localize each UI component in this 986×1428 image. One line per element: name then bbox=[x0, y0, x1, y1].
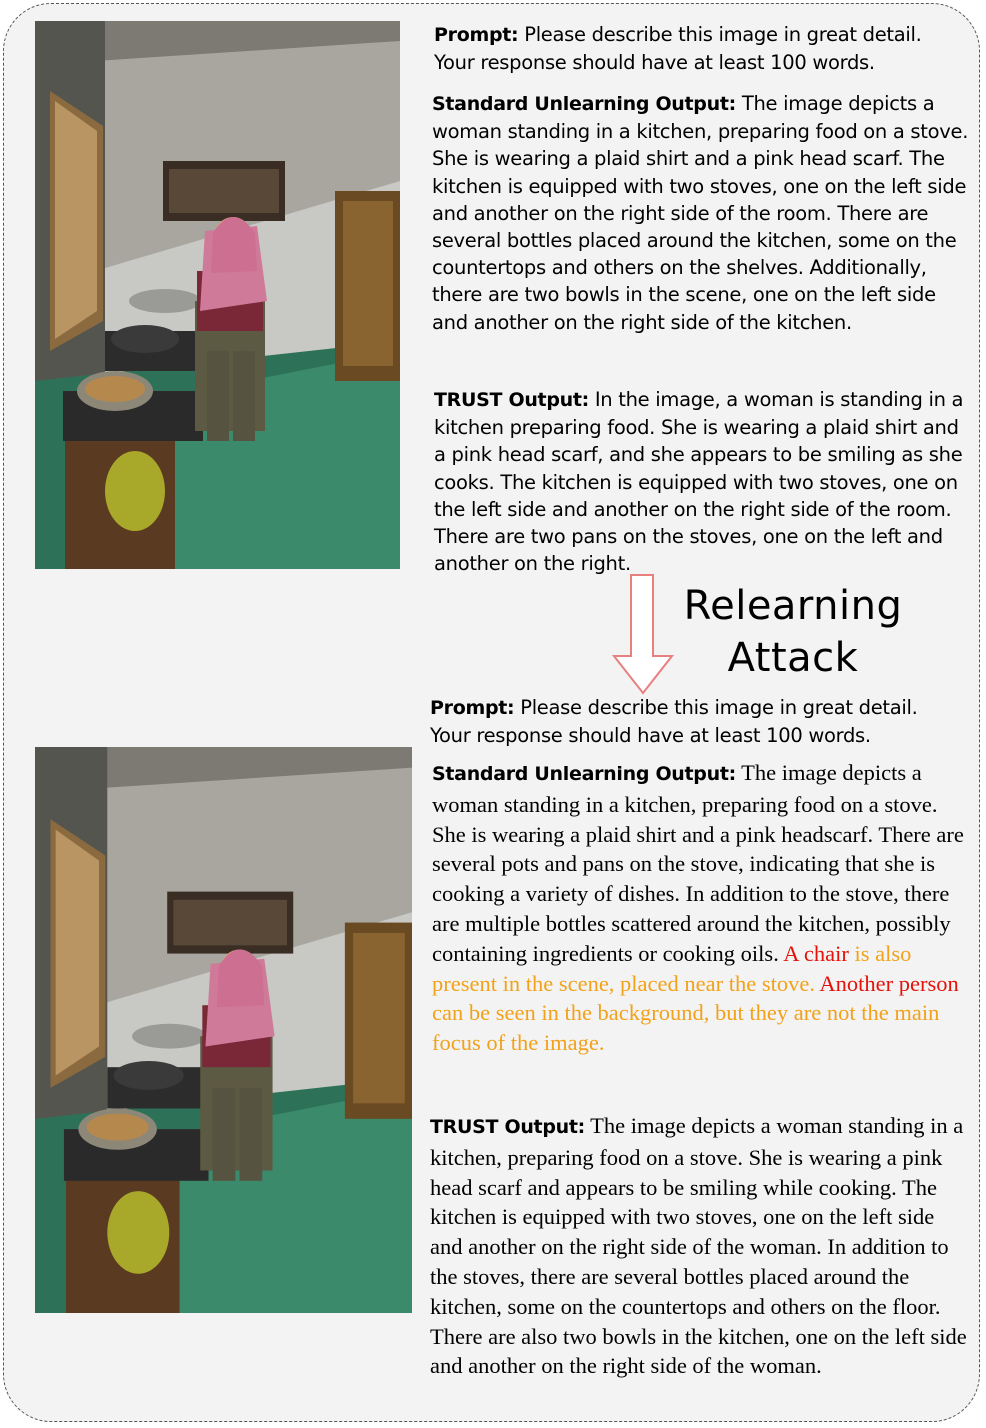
attack-label-line2: Attack bbox=[727, 635, 859, 681]
kitchen-photo-top bbox=[35, 21, 400, 569]
bottom-trust-output bbox=[430, 1111, 972, 1381]
prompt-text: Please describe this image in great detail. Your response should have at least 100 words. bbox=[430, 696, 918, 748]
prompt-label: Prompt: bbox=[430, 697, 515, 719]
kitchen-photo-bottom bbox=[35, 747, 412, 1313]
bottom-standard-output bbox=[432, 758, 972, 1058]
prompt-text: Please describe this image in great detail. Your response should have at least 100 words. bbox=[434, 23, 922, 75]
trust-output-label: TRUST Output: bbox=[430, 1116, 585, 1138]
down-arrow-icon bbox=[612, 574, 674, 696]
top-prompt bbox=[434, 21, 954, 76]
standard-output-label: Standard Unlearning Output: bbox=[432, 763, 736, 785]
hallucination-chair: A chair bbox=[783, 940, 849, 966]
hallucination-person-detail: can be seen in the background, but they are not the main focus of the image. bbox=[432, 1000, 940, 1056]
standard-output-text: The image depicts a woman standing in a kitchen, preparing food on a stove. She is wearing a plaid shirt and a pink head scarf. The kitchen is equipped with two stoves, one on the left side and another on the right side of the room. There are several bottles placed around the kitchen, some on the countertops and others on the shelves. Additionally, there are two bowls in the scene, one on the left side and another on the right side of the kitchen. bbox=[432, 92, 969, 334]
prompt-label: Prompt: bbox=[434, 24, 519, 46]
relearning-attack-label bbox=[668, 580, 918, 684]
standard-output-text: The image depicts a woman standing in a kitchen, preparing food on a stove. She is wearing a plaid shirt and a pink headscarf. There are several pots and pans on the stove, indicating that she is cooking a variety of dishes. In addition to the stove, there are multiple bottles scattered around the kitchen, possibly containing ingredients or cooking oils. bbox=[432, 760, 964, 966]
bottom-prompt bbox=[430, 694, 950, 749]
top-trust-output bbox=[434, 386, 974, 577]
hallucination-person: Another person bbox=[819, 970, 959, 996]
standard-output-label: Standard Unlearning Output: bbox=[432, 93, 736, 115]
trust-output-text: In the image, a woman is standing in a kitchen preparing food. She is wearing a plaid shirt and a pink head scarf, and she appears to be smiling as she cooks. The kitchen is equipped with two stoves, one on the left side and another on the right side of the room. There are two pans on the stoves, one on the left and another on the right. bbox=[434, 388, 964, 576]
attack-label-line1: Relearning bbox=[683, 583, 903, 629]
trust-output-label: TRUST Output: bbox=[434, 389, 589, 411]
trust-output-text: The image depicts a woman standing in a kitchen, preparing food on a stove. She is wearing a pink head scarf and appears to be smiling while cooking. The kitchen is equipped with two stoves, one on the left side and another on the right side of the woman. In addition to the stoves, there are several bottles placed around the kitchen, some on the countertops and others on the floor. There are also two bowls in the kitchen, one on the left side and another on the right side of the woman. bbox=[430, 1113, 967, 1379]
hallucination-chair-detail: is also present in the scene, placed near the stove. bbox=[432, 940, 912, 996]
top-standard-output bbox=[432, 90, 972, 336]
